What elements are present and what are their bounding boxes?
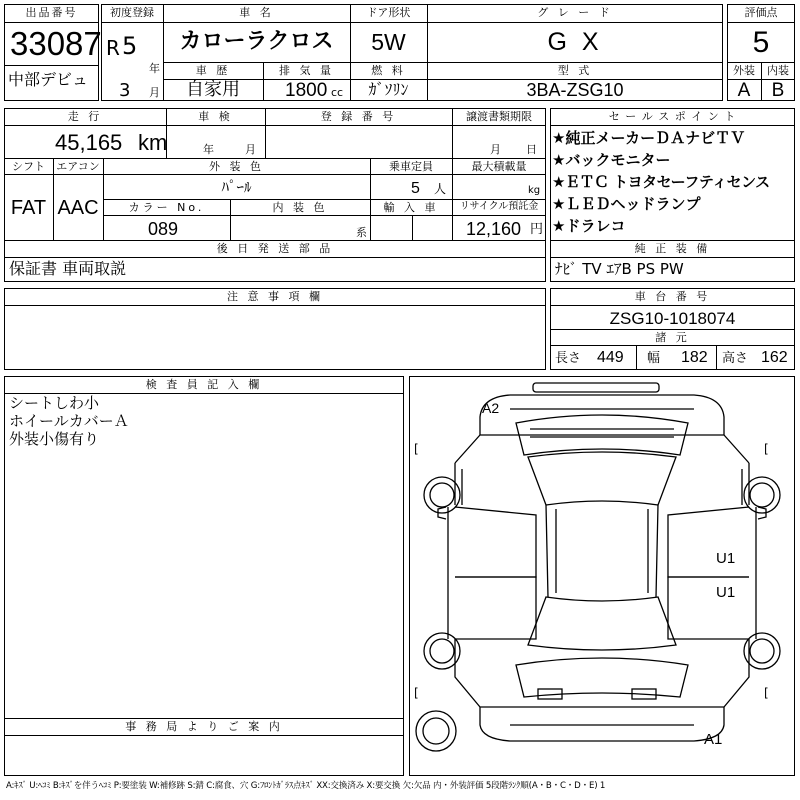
displacement: 1800 (285, 80, 328, 101)
lot-number-label: 出品番号 (25, 6, 78, 19)
inspector-note: シートしわ小 (9, 394, 100, 412)
dims-label: 諸 元 (655, 331, 690, 344)
load-label: 最大積載量 (471, 160, 527, 173)
year-unit: 年 (149, 62, 160, 75)
mileage-label: 走 行 (67, 110, 103, 123)
ac-label: エアコン (56, 160, 100, 173)
recycle-label: リサイクル預託金 (459, 201, 539, 212)
first-registration-label: 初度登録 (110, 6, 154, 19)
sales-point-item: ★ＬＥＤヘッドランプ (552, 195, 701, 213)
color-no: 089 (148, 219, 179, 239)
registration-month: 3 (119, 80, 131, 101)
sales-points-label: セ ー ル ス ポ イ ン ト (608, 110, 737, 123)
transfer-label: 譲渡書類期限 (466, 110, 532, 123)
mileage-unit: km (138, 130, 168, 155)
later-parts-label: 後 日 発 送 部 品 (216, 242, 334, 255)
bracket-mark: [ (764, 686, 769, 700)
displacement-unit: cc (331, 86, 344, 99)
damage-mark: A1 (704, 731, 723, 748)
notes-label: 注 意 事 項 欄 (227, 290, 323, 303)
month-unit: 月 (149, 86, 160, 99)
damage-diagram (409, 376, 795, 776)
bracket-mark: [ (414, 442, 419, 456)
bracket-mark: [ (764, 442, 769, 456)
model-code: 3BA-ZSG10 (526, 80, 624, 100)
equipment-label: 純 正 装 備 (634, 242, 711, 255)
seats-label: 乗車定員 (389, 160, 433, 173)
damage-mark: A2 (482, 400, 500, 416)
damage-mark: U1 (716, 550, 736, 567)
ac: AAC (57, 197, 99, 219)
shift: FAT (10, 197, 47, 219)
inspector-note: ホイールカバーＡ (9, 412, 129, 430)
region-label: 中部デビュ (8, 70, 89, 89)
inspection-label: 車 検 (198, 110, 233, 123)
score: 5 (752, 26, 770, 59)
inspection-year-unit: 年 (203, 143, 214, 156)
sales-point-item: ★ドラレコ (552, 217, 626, 235)
color-no-label: カラー No. (128, 201, 205, 214)
fuel-label: 燃 料 (371, 64, 406, 77)
score-label: 評価点 (744, 6, 778, 19)
sales-point-item: ★バックモニター (552, 151, 671, 169)
inspector-note: 外装小傷有り (9, 430, 100, 448)
exterior-grade: A (737, 80, 751, 101)
grade-label: グ レ ー ド (537, 6, 613, 19)
registration-year: 5 (122, 32, 138, 60)
grade: G X (547, 28, 603, 56)
sales-point-item: ★ＥＴＣ トヨタセーフティセンス (552, 173, 770, 191)
recycle-fee: 12,160 (466, 219, 522, 239)
car-name: カローラクロス (179, 29, 334, 54)
exterior-color: ﾊﾟｰﾙ (221, 178, 252, 196)
office-label: 事 務 局 よ り ご 案 内 (125, 720, 283, 733)
later-parts: 保証書 車両取説 (9, 259, 127, 278)
era: R (106, 36, 120, 60)
height-label: 高さ (722, 351, 749, 366)
load-unit: kg (528, 185, 541, 196)
interior-label: 内装 (767, 64, 789, 77)
door-label: ドア形状 (366, 6, 411, 19)
length: 449 (597, 349, 624, 366)
model-label: 型 式 (557, 64, 593, 77)
door-type: 5W (371, 29, 406, 55)
width-label: 幅 (647, 351, 661, 366)
sales-point-item: ★純正メーカーＤＡナビＴＶ (552, 129, 746, 147)
import-label: 輸 入 車 (383, 201, 439, 214)
plate-label: 登 録 番 号 (320, 110, 397, 123)
inspection-month-unit: 月 (245, 143, 256, 156)
transfer-month-unit: 月 (490, 143, 501, 156)
legend: A:ｷｽﾞ U:ﾍｺﾐ B:ｷｽﾞを伴うﾍｺﾐ P:要塗装 W:補修跡 S:錆 C:腐食、穴 G:ﾌﾛﾝﾄｶﾞﾗｽ点ｷｽﾞ XX:交換済み X:要交換 欠:欠品 内・外装評価 5段階ﾗﾝｸ順(A・B・C・D・E) 1 (6, 781, 606, 791)
height: 162 (761, 349, 788, 366)
transfer-day-unit: 日 (526, 143, 537, 156)
seats-unit: 人 (434, 182, 447, 196)
car-name-label: 車 名 (239, 6, 274, 19)
exterior-color-label: 外 装 色 (209, 160, 264, 173)
bracket-mark: [ (414, 686, 419, 700)
chassis-label: 車 台 番 号 (634, 290, 711, 303)
shift-label: シフト (12, 160, 45, 173)
displacement-label: 排 気 量 (279, 64, 334, 77)
inspector-label: 検 査 員 記 入 欄 (145, 378, 263, 391)
damage-mark: U1 (716, 584, 736, 601)
length-label: 長さ (555, 351, 582, 366)
recycle-unit: 円 (530, 222, 544, 237)
chassis-number: ZSG10-1018074 (609, 309, 736, 328)
history: 自家用 (186, 79, 240, 100)
car-outline (410, 377, 794, 775)
equipment: ﾅﾋﾞ TV ｴｱB PS PW (555, 260, 684, 278)
lot-number: 33087 (10, 25, 102, 62)
interior-color-unit: 系 (356, 226, 367, 239)
history-label: 車 歴 (195, 64, 231, 77)
mileage: 45,165 (55, 130, 123, 155)
fuel: ｶﾞｿﾘﾝ (368, 80, 409, 99)
seats: 5 (411, 180, 420, 197)
interior-color-label: 内 装 色 (272, 201, 328, 214)
exterior-label: 外装 (733, 64, 755, 77)
interior-grade: B (771, 80, 785, 101)
width: 182 (681, 349, 708, 366)
